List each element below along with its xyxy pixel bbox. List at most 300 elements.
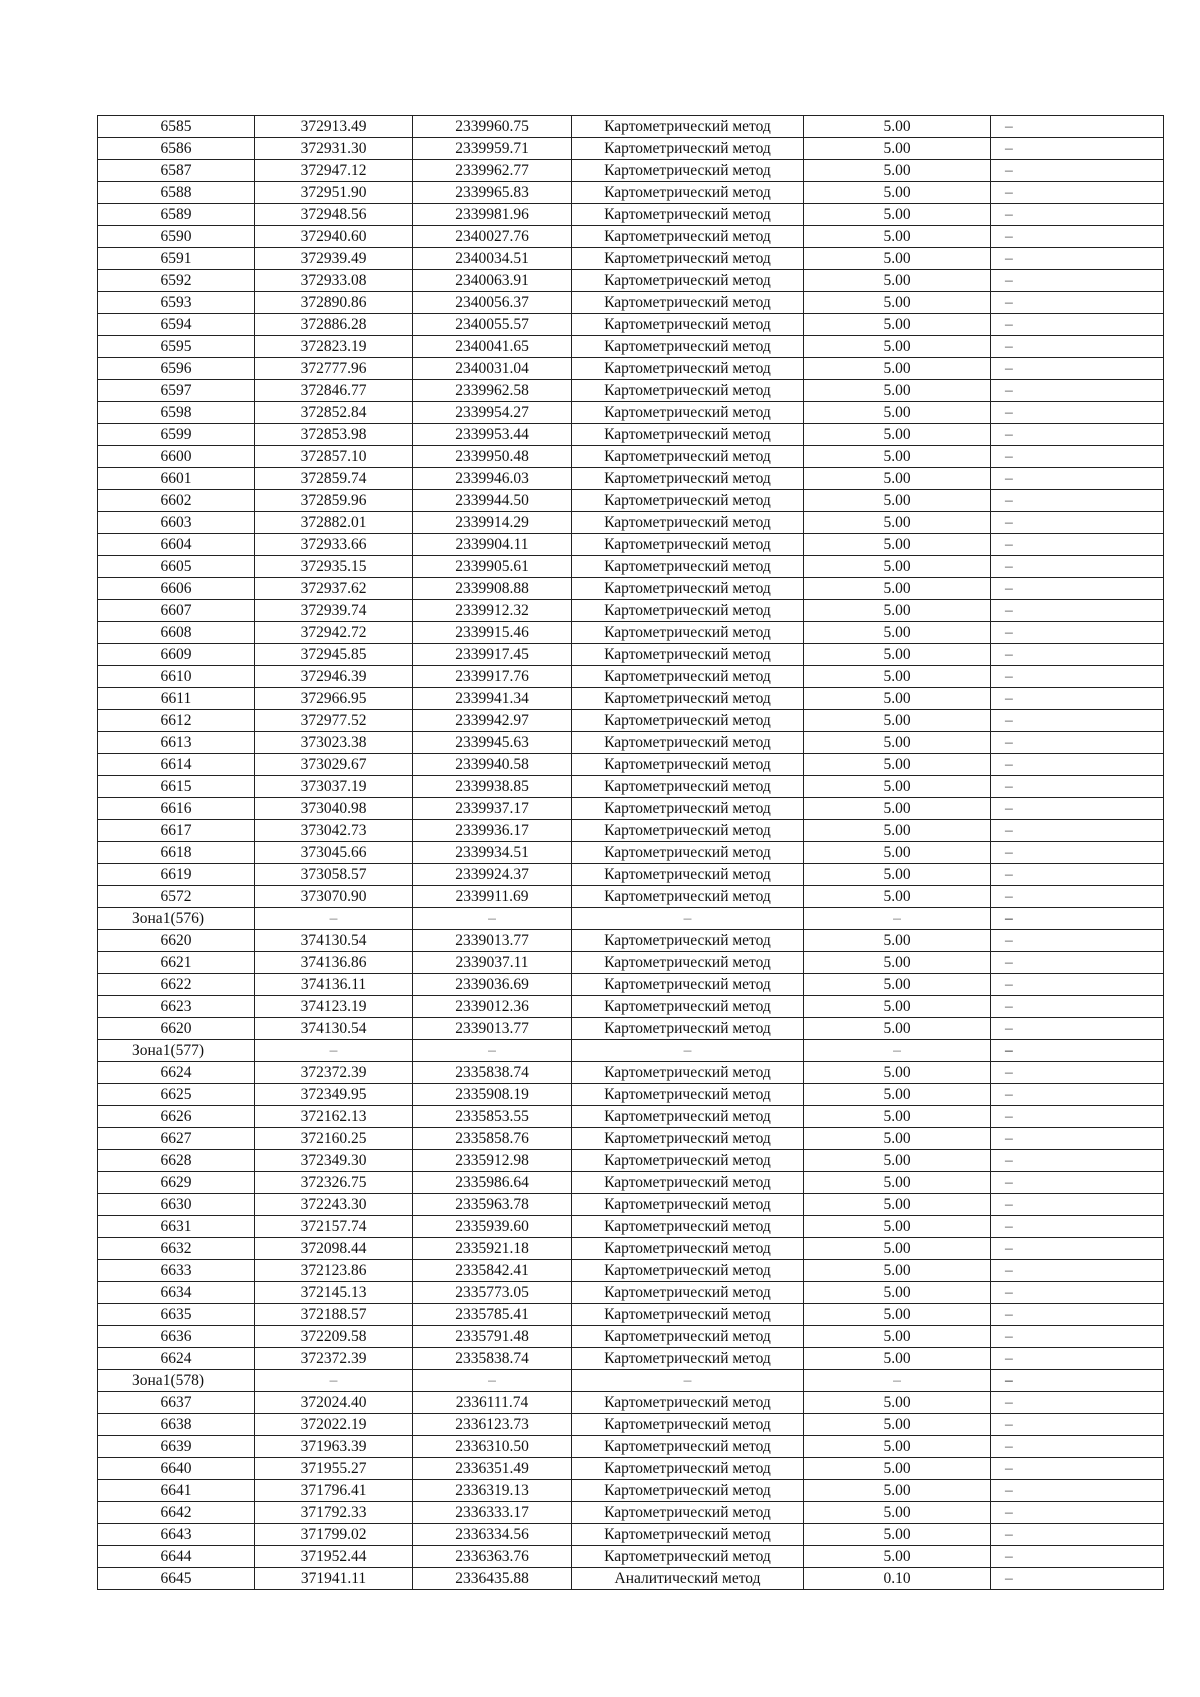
- description-cell: –: [991, 182, 1164, 204]
- description-cell: –: [991, 1304, 1164, 1326]
- y-coordinate-cell: 2335912.98: [413, 1150, 572, 1172]
- table-row: [98, 886, 1164, 908]
- y-coordinate-cell: 2340041.65: [413, 336, 572, 358]
- method-cell: Картометрический метод: [572, 1216, 804, 1238]
- precision-cell: 5.00: [804, 1502, 991, 1524]
- table-row: [98, 1436, 1164, 1458]
- table-row: [98, 292, 1164, 314]
- description-cell: –: [991, 270, 1164, 292]
- y-coordinate-cell: 2339962.58: [413, 380, 572, 402]
- description-cell: –: [991, 930, 1164, 952]
- x-coordinate-cell: 373045.66: [255, 842, 413, 864]
- method-cell: Картометрический метод: [572, 138, 804, 160]
- description-cell: –: [991, 886, 1164, 908]
- description-cell: –: [991, 116, 1164, 138]
- precision-cell: 5.00: [804, 534, 991, 556]
- description-cell: –: [991, 1172, 1164, 1194]
- y-coordinate-cell: 2335858.76: [413, 1128, 572, 1150]
- precision-cell: 5.00: [804, 952, 991, 974]
- y-coordinate-cell: 2335838.74: [413, 1348, 572, 1370]
- method-cell: Картометрический метод: [572, 600, 804, 622]
- precision-cell: 5.00: [804, 864, 991, 886]
- x-coordinate-cell: 372977.52: [255, 710, 413, 732]
- point-number-cell: 6633: [98, 1260, 255, 1282]
- point-number-cell: 6588: [98, 182, 255, 204]
- precision-cell: 5.00: [804, 424, 991, 446]
- description-cell: –: [991, 996, 1164, 1018]
- table-row: [98, 600, 1164, 622]
- method-cell: Картометрический метод: [572, 1128, 804, 1150]
- method-cell: Картометрический метод: [572, 666, 804, 688]
- precision-cell: 5.00: [804, 160, 991, 182]
- description-cell: –: [991, 952, 1164, 974]
- x-coordinate-cell: 372188.57: [255, 1304, 413, 1326]
- y-coordinate-cell: 2339945.63: [413, 732, 572, 754]
- x-coordinate-cell: 372372.39: [255, 1348, 413, 1370]
- description-cell: –: [991, 138, 1164, 160]
- x-coordinate-cell: 372937.62: [255, 578, 413, 600]
- method-cell: Картометрический метод: [572, 1106, 804, 1128]
- precision-cell: 5.00: [804, 798, 991, 820]
- x-coordinate-cell: 372243.30: [255, 1194, 413, 1216]
- table-row: [98, 1150, 1164, 1172]
- x-coordinate-cell: 371796.41: [255, 1480, 413, 1502]
- y-coordinate-cell: 2335853.55: [413, 1106, 572, 1128]
- method-cell: Картометрический метод: [572, 1062, 804, 1084]
- y-coordinate-cell: –: [413, 1370, 572, 1392]
- description-cell: –: [991, 754, 1164, 776]
- point-number-cell: 6594: [98, 314, 255, 336]
- description-cell: –: [991, 622, 1164, 644]
- method-cell: Картометрический метод: [572, 1172, 804, 1194]
- description-cell: –: [991, 798, 1164, 820]
- description-cell: –: [991, 1370, 1164, 1392]
- table-row: [98, 226, 1164, 248]
- table-row: [98, 710, 1164, 732]
- method-cell: Картометрический метод: [572, 754, 804, 776]
- x-coordinate-cell: 371952.44: [255, 1546, 413, 1568]
- point-number-cell: 6619: [98, 864, 255, 886]
- method-cell: Картометрический метод: [572, 1238, 804, 1260]
- x-coordinate-cell: 372859.74: [255, 468, 413, 490]
- y-coordinate-cell: 2340031.04: [413, 358, 572, 380]
- x-coordinate-cell: 372823.19: [255, 336, 413, 358]
- point-number-cell: 6585: [98, 116, 255, 138]
- precision-cell: 5.00: [804, 1062, 991, 1084]
- description-cell: –: [991, 1458, 1164, 1480]
- x-coordinate-cell: 372372.39: [255, 1062, 413, 1084]
- method-cell: Аналитический метод: [572, 1568, 804, 1590]
- table-row: [98, 798, 1164, 820]
- table-row: [98, 952, 1164, 974]
- precision-cell: 5.00: [804, 1392, 991, 1414]
- precision-cell: 5.00: [804, 182, 991, 204]
- description-cell: –: [991, 380, 1164, 402]
- x-coordinate-cell: 372933.08: [255, 270, 413, 292]
- method-cell: Картометрический метод: [572, 116, 804, 138]
- point-number-cell: 6622: [98, 974, 255, 996]
- y-coordinate-cell: 2339954.27: [413, 402, 572, 424]
- x-coordinate-cell: 373037.19: [255, 776, 413, 798]
- description-cell: –: [991, 1194, 1164, 1216]
- precision-cell: 5.00: [804, 1326, 991, 1348]
- x-coordinate-cell: 372857.10: [255, 446, 413, 468]
- x-coordinate-cell: 371941.11: [255, 1568, 413, 1590]
- table-row: [98, 204, 1164, 226]
- x-coordinate-cell: 372326.75: [255, 1172, 413, 1194]
- point-number-cell: 6620: [98, 1018, 255, 1040]
- y-coordinate-cell: 2339905.61: [413, 556, 572, 578]
- method-cell: Картометрический метод: [572, 1436, 804, 1458]
- y-coordinate-cell: 2335791.48: [413, 1326, 572, 1348]
- coordinates-table-body: [98, 116, 1164, 1590]
- method-cell: Картометрический метод: [572, 1150, 804, 1172]
- description-cell: –: [991, 578, 1164, 600]
- precision-cell: 5.00: [804, 116, 991, 138]
- table-row: [98, 556, 1164, 578]
- description-cell: –: [991, 1084, 1164, 1106]
- method-cell: Картометрический метод: [572, 248, 804, 270]
- point-number-cell: 6590: [98, 226, 255, 248]
- table-row: [98, 1018, 1164, 1040]
- x-coordinate-cell: –: [255, 1370, 413, 1392]
- point-number-cell: 6591: [98, 248, 255, 270]
- y-coordinate-cell: 2336363.76: [413, 1546, 572, 1568]
- precision-cell: 5.00: [804, 600, 991, 622]
- precision-cell: 5.00: [804, 1304, 991, 1326]
- point-number-cell: 6586: [98, 138, 255, 160]
- point-number-cell: 6592: [98, 270, 255, 292]
- description-cell: –: [991, 424, 1164, 446]
- precision-cell: 5.00: [804, 270, 991, 292]
- table-row: [98, 842, 1164, 864]
- point-number-cell: 6612: [98, 710, 255, 732]
- method-cell: Картометрический метод: [572, 578, 804, 600]
- description-cell: –: [991, 820, 1164, 842]
- table-row: [98, 754, 1164, 776]
- point-number-cell: 6639: [98, 1436, 255, 1458]
- x-coordinate-cell: 373058.57: [255, 864, 413, 886]
- description-cell: –: [991, 534, 1164, 556]
- precision-cell: 5.00: [804, 666, 991, 688]
- description-cell: –: [991, 864, 1164, 886]
- description-cell: –: [991, 1216, 1164, 1238]
- y-coordinate-cell: 2335939.60: [413, 1216, 572, 1238]
- precision-cell: 5.00: [804, 446, 991, 468]
- point-number-cell: 6610: [98, 666, 255, 688]
- table-row: [98, 402, 1164, 424]
- precision-cell: 5.00: [804, 710, 991, 732]
- table-row: [98, 864, 1164, 886]
- method-cell: Картометрический метод: [572, 798, 804, 820]
- description-cell: –: [991, 292, 1164, 314]
- method-cell: Картометрический метод: [572, 1414, 804, 1436]
- description-cell: –: [991, 1062, 1164, 1084]
- y-coordinate-cell: 2339915.46: [413, 622, 572, 644]
- table-row: [98, 1458, 1164, 1480]
- precision-cell: 5.00: [804, 622, 991, 644]
- description-cell: –: [991, 666, 1164, 688]
- x-coordinate-cell: 372777.96: [255, 358, 413, 380]
- precision-cell: 5.00: [804, 380, 991, 402]
- precision-cell: 5.00: [804, 512, 991, 534]
- y-coordinate-cell: –: [413, 908, 572, 930]
- point-number-cell: 6635: [98, 1304, 255, 1326]
- point-number-cell: 6600: [98, 446, 255, 468]
- method-cell: Картометрический метод: [572, 490, 804, 512]
- y-coordinate-cell: 2336333.17: [413, 1502, 572, 1524]
- method-cell: Картометрический метод: [572, 1546, 804, 1568]
- y-coordinate-cell: 2335773.05: [413, 1282, 572, 1304]
- y-coordinate-cell: 2339937.17: [413, 798, 572, 820]
- method-cell: Картометрический метод: [572, 1326, 804, 1348]
- table-row: [98, 1282, 1164, 1304]
- x-coordinate-cell: 372145.13: [255, 1282, 413, 1304]
- precision-cell: –: [804, 1370, 991, 1392]
- y-coordinate-cell: 2339912.32: [413, 600, 572, 622]
- y-coordinate-cell: 2339012.36: [413, 996, 572, 1018]
- table-row: [98, 160, 1164, 182]
- description-cell: –: [991, 1414, 1164, 1436]
- precision-cell: 5.00: [804, 468, 991, 490]
- y-coordinate-cell: 2335842.41: [413, 1260, 572, 1282]
- method-cell: Картометрический метод: [572, 1194, 804, 1216]
- table-row: [98, 820, 1164, 842]
- table-row: [98, 1502, 1164, 1524]
- y-coordinate-cell: 2339940.58: [413, 754, 572, 776]
- precision-cell: 5.00: [804, 1458, 991, 1480]
- point-number-cell: 6624: [98, 1348, 255, 1370]
- table-row: [98, 314, 1164, 336]
- precision-cell: 5.00: [804, 1436, 991, 1458]
- method-cell: Картометрический метод: [572, 688, 804, 710]
- description-cell: –: [991, 1568, 1164, 1590]
- table-row: [98, 336, 1164, 358]
- description-cell: –: [991, 732, 1164, 754]
- description-cell: –: [991, 358, 1164, 380]
- description-cell: –: [991, 1150, 1164, 1172]
- description-cell: –: [991, 1480, 1164, 1502]
- method-cell: Картометрический метод: [572, 820, 804, 842]
- method-cell: Картометрический метод: [572, 314, 804, 336]
- point-number-cell: 6614: [98, 754, 255, 776]
- point-number-cell: 6621: [98, 952, 255, 974]
- y-coordinate-cell: 2339950.48: [413, 446, 572, 468]
- point-number-cell: 6593: [98, 292, 255, 314]
- table-row: [98, 424, 1164, 446]
- point-number-cell: 6629: [98, 1172, 255, 1194]
- x-coordinate-cell: 372945.85: [255, 644, 413, 666]
- description-cell: –: [991, 204, 1164, 226]
- x-coordinate-cell: 372947.12: [255, 160, 413, 182]
- method-cell: Картометрический метод: [572, 336, 804, 358]
- precision-cell: –: [804, 908, 991, 930]
- table-row: [98, 974, 1164, 996]
- y-coordinate-cell: 2335838.74: [413, 1062, 572, 1084]
- point-number-cell: 6599: [98, 424, 255, 446]
- method-cell: Картометрический метод: [572, 974, 804, 996]
- coordinates-sheet: [97, 115, 1163, 1590]
- table-row: [98, 1392, 1164, 1414]
- x-coordinate-cell: 372933.66: [255, 534, 413, 556]
- method-cell: Картометрический метод: [572, 292, 804, 314]
- x-coordinate-cell: 373023.38: [255, 732, 413, 754]
- precision-cell: 5.00: [804, 644, 991, 666]
- y-coordinate-cell: 2339936.17: [413, 820, 572, 842]
- x-coordinate-cell: 374123.19: [255, 996, 413, 1018]
- y-coordinate-cell: 2339917.45: [413, 644, 572, 666]
- table-row: [98, 732, 1164, 754]
- point-number-cell: 6602: [98, 490, 255, 512]
- point-number-cell: 6589: [98, 204, 255, 226]
- method-cell: Картометрический метод: [572, 226, 804, 248]
- point-number-cell: 6607: [98, 600, 255, 622]
- x-coordinate-cell: 373029.67: [255, 754, 413, 776]
- precision-cell: 5.00: [804, 1194, 991, 1216]
- x-coordinate-cell: 372022.19: [255, 1414, 413, 1436]
- table-row: [98, 1128, 1164, 1150]
- point-number-cell: 6630: [98, 1194, 255, 1216]
- table-row: [98, 1414, 1164, 1436]
- x-coordinate-cell: 372162.13: [255, 1106, 413, 1128]
- precision-cell: 5.00: [804, 578, 991, 600]
- x-coordinate-cell: 374136.86: [255, 952, 413, 974]
- x-coordinate-cell: 371955.27: [255, 1458, 413, 1480]
- x-coordinate-cell: –: [255, 1040, 413, 1062]
- method-cell: Картометрический метод: [572, 1348, 804, 1370]
- precision-cell: –: [804, 1040, 991, 1062]
- description-cell: –: [991, 1392, 1164, 1414]
- precision-cell: 5.00: [804, 1106, 991, 1128]
- precision-cell: 5.00: [804, 1084, 991, 1106]
- table-row: [98, 248, 1164, 270]
- description-cell: –: [991, 1238, 1164, 1260]
- description-cell: –: [991, 512, 1164, 534]
- table-row: [98, 1062, 1164, 1084]
- precision-cell: 5.00: [804, 688, 991, 710]
- description-cell: –: [991, 1128, 1164, 1150]
- point-number-cell: 6604: [98, 534, 255, 556]
- point-number-cell: 6636: [98, 1326, 255, 1348]
- table-row: [98, 490, 1164, 512]
- table-row: [98, 534, 1164, 556]
- y-coordinate-cell: 2335986.64: [413, 1172, 572, 1194]
- description-cell: –: [991, 336, 1164, 358]
- point-number-cell: Зона1(578): [98, 1370, 255, 1392]
- table-row: [98, 446, 1164, 468]
- x-coordinate-cell: 372209.58: [255, 1326, 413, 1348]
- method-cell: Картометрический метод: [572, 1084, 804, 1106]
- table-row: [98, 116, 1164, 138]
- x-coordinate-cell: 374130.54: [255, 930, 413, 952]
- x-coordinate-cell: 372948.56: [255, 204, 413, 226]
- x-coordinate-cell: 372939.74: [255, 600, 413, 622]
- table-row: [98, 1216, 1164, 1238]
- y-coordinate-cell: 2339934.51: [413, 842, 572, 864]
- point-number-cell: 6628: [98, 1150, 255, 1172]
- x-coordinate-cell: 374136.11: [255, 974, 413, 996]
- x-coordinate-cell: 372098.44: [255, 1238, 413, 1260]
- method-cell: Картометрический метод: [572, 468, 804, 490]
- precision-cell: 5.00: [804, 1172, 991, 1194]
- precision-cell: 5.00: [804, 1238, 991, 1260]
- x-coordinate-cell: 372939.49: [255, 248, 413, 270]
- table-row: [98, 1304, 1164, 1326]
- y-coordinate-cell: 2339908.88: [413, 578, 572, 600]
- y-coordinate-cell: 2339013.77: [413, 1018, 572, 1040]
- x-coordinate-cell: 371792.33: [255, 1502, 413, 1524]
- method-cell: Картометрический метод: [572, 556, 804, 578]
- point-number-cell: 6625: [98, 1084, 255, 1106]
- y-coordinate-cell: 2336435.88: [413, 1568, 572, 1590]
- method-cell: –: [572, 908, 804, 930]
- x-coordinate-cell: 372886.28: [255, 314, 413, 336]
- point-number-cell: 6645: [98, 1568, 255, 1590]
- x-coordinate-cell: 372157.74: [255, 1216, 413, 1238]
- point-number-cell: 6642: [98, 1502, 255, 1524]
- description-cell: –: [991, 402, 1164, 424]
- table-row: [98, 1546, 1164, 1568]
- method-cell: Картометрический метод: [572, 644, 804, 666]
- y-coordinate-cell: 2339944.50: [413, 490, 572, 512]
- description-cell: –: [991, 1018, 1164, 1040]
- x-coordinate-cell: 372349.30: [255, 1150, 413, 1172]
- y-coordinate-cell: 2339037.11: [413, 952, 572, 974]
- x-coordinate-cell: 372946.39: [255, 666, 413, 688]
- point-number-cell: 6613: [98, 732, 255, 754]
- table-row: [98, 1084, 1164, 1106]
- description-cell: –: [991, 1326, 1164, 1348]
- point-number-cell: 6596: [98, 358, 255, 380]
- precision-cell: 5.00: [804, 490, 991, 512]
- description-cell: –: [991, 314, 1164, 336]
- description-cell: –: [991, 1502, 1164, 1524]
- method-cell: Картометрический метод: [572, 424, 804, 446]
- method-cell: Картометрический метод: [572, 1480, 804, 1502]
- description-cell: –: [991, 1106, 1164, 1128]
- x-coordinate-cell: 372846.77: [255, 380, 413, 402]
- precision-cell: 5.00: [804, 1524, 991, 1546]
- table-row: [98, 666, 1164, 688]
- method-cell: Картометрический метод: [572, 1502, 804, 1524]
- x-coordinate-cell: 372940.60: [255, 226, 413, 248]
- table-row: [98, 358, 1164, 380]
- y-coordinate-cell: 2340027.76: [413, 226, 572, 248]
- y-coordinate-cell: 2339914.29: [413, 512, 572, 534]
- zone-header-row: [98, 1370, 1164, 1392]
- point-number-cell: 6572: [98, 886, 255, 908]
- x-coordinate-cell: 374130.54: [255, 1018, 413, 1040]
- method-cell: Картометрический метод: [572, 534, 804, 556]
- y-coordinate-cell: 2336123.73: [413, 1414, 572, 1436]
- description-cell: –: [991, 600, 1164, 622]
- table-row: [98, 1480, 1164, 1502]
- point-number-cell: 6620: [98, 930, 255, 952]
- description-cell: –: [991, 1524, 1164, 1546]
- precision-cell: 5.00: [804, 930, 991, 952]
- point-number-cell: 6608: [98, 622, 255, 644]
- method-cell: Картометрический метод: [572, 1392, 804, 1414]
- precision-cell: 5.00: [804, 974, 991, 996]
- y-coordinate-cell: 2336319.13: [413, 1480, 572, 1502]
- method-cell: Картометрический метод: [572, 1524, 804, 1546]
- precision-cell: 5.00: [804, 776, 991, 798]
- precision-cell: 5.00: [804, 842, 991, 864]
- x-coordinate-cell: 371963.39: [255, 1436, 413, 1458]
- table-row: [98, 996, 1164, 1018]
- table-row: [98, 1568, 1164, 1590]
- table-row: [98, 688, 1164, 710]
